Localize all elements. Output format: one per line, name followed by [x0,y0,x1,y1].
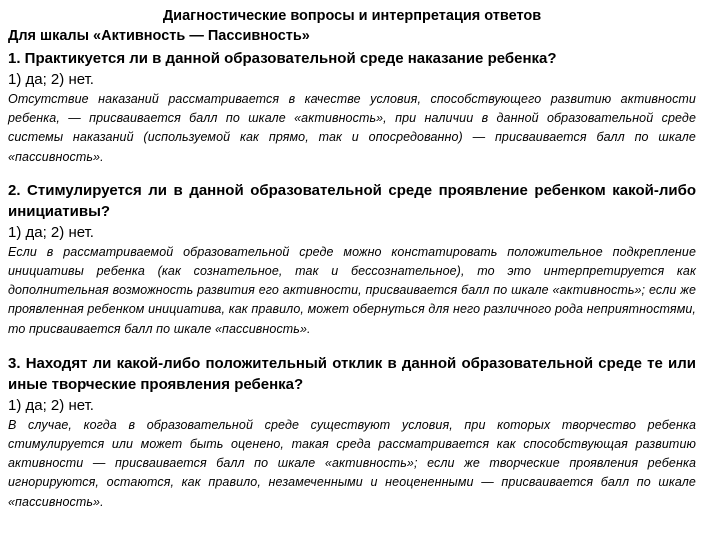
spacer [8,339,696,353]
question-block-1 [8,48,696,167]
question-block-2 [8,180,696,339]
interpretation-text: В случае, когда в образовательной среде существуют условия, при которых творчество ребенка стимулируется или может быть оценено, такая среда рассматривается как способствующая развитию активности — присваивается балл по шкале «активность»; если же творческие проявления ребенка игнорируются, остаются, как правило, незамеченными и неоцененными — присваивается балл по шкале «пассивность». [8,417,696,509]
scale-heading: Для шкалы «Активность — Пассивность» [8,28,310,44]
interpretation-text: Если в рассматриваемой образовательной среде можно констатировать положительное подкрепление инициативы ребенка (как сознательное, так и бессознательное), то это интерпретируется как дополнительная возможность развития его активности, присваивается балл по шкале «активность»; если же проявленная ребенком инициатива, как правило, может обернуться для него различного рода неприятностями, то присваивается балл по шкале «пассивность». [8,244,696,336]
interpretation-text: Отсутствие наказаний рассматривается в качестве условия, способствующего развитию активности ребенка, — присваивается балл по шкале «активность», при наличии в данной образовательной среде системы наказаний (используемой как прямо, так и опосредованно) — присваивается балл по шкале «пассивность». [8,92,696,164]
answer-options: 1) да; 2) нет. [8,71,94,88]
question-text: 3. Находят ли какой-либо положительный отклик в данной образовательной среде те или иные творческие проявления ребенка? [8,354,696,393]
question-block-3 [8,353,696,512]
answer-options: 1) да; 2) нет. [8,223,94,241]
question-text: 1. Практикуется ли в данной образовательной среде наказание ребенка? [8,50,557,67]
answer-options: 1) да; 2) нет. [8,396,94,414]
question-text: 2. Стимулируется ли в данной образовательной среде проявление ребенком какой-либо инициативы? [8,181,696,220]
page-title: Диагностические вопросы и интерпретация ответов [162,8,542,24]
spacer [8,167,696,180]
